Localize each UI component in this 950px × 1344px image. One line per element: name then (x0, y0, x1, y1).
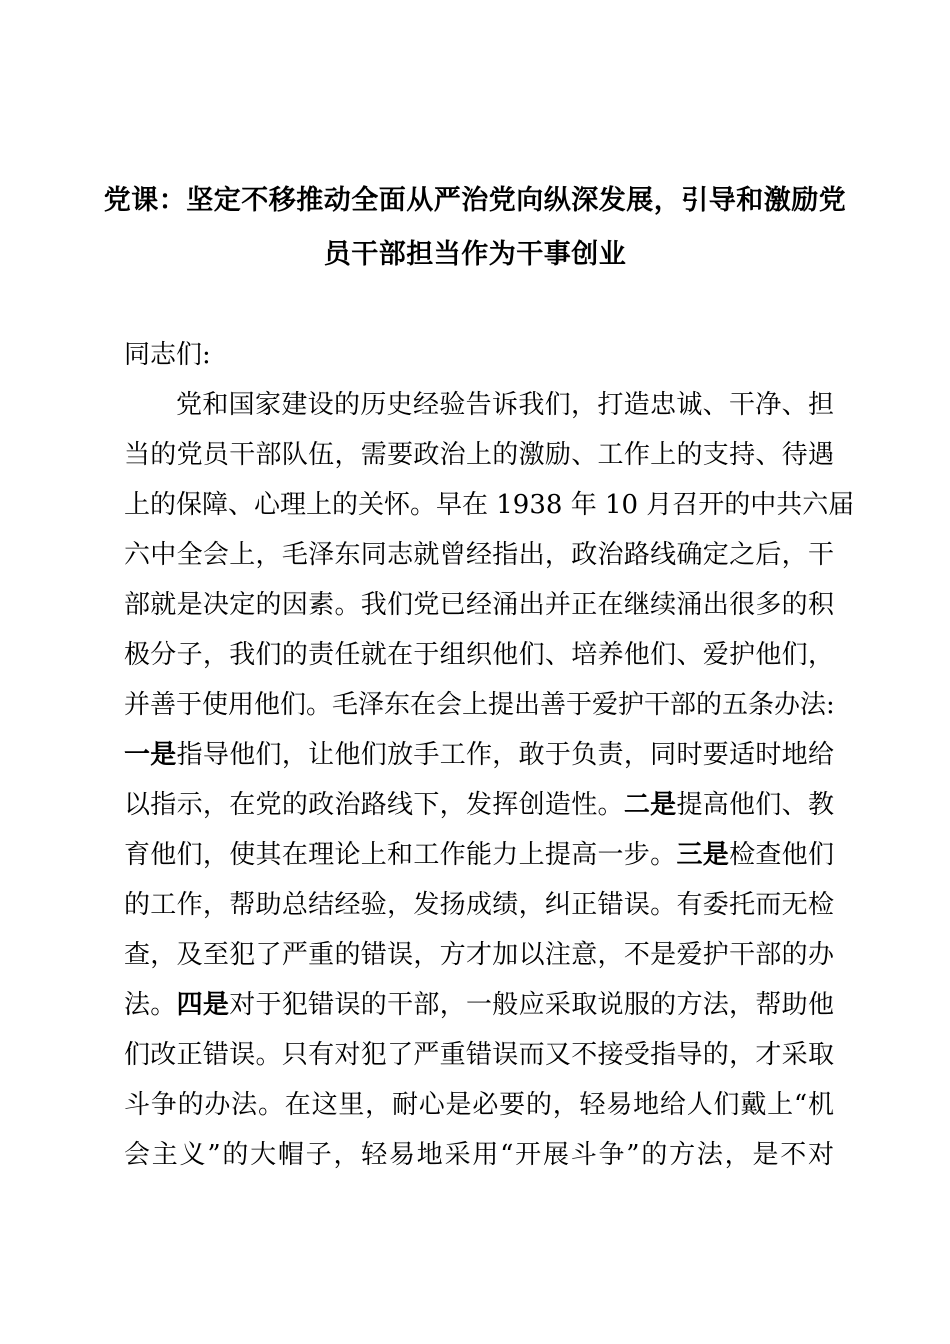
line-text: 并善于使用他们。毛泽东在会上提出善于爱护干部的五条办法: (124, 690, 835, 720)
paragraph-line (124, 580, 834, 630)
paragraph-line (124, 680, 834, 730)
salutation: 同志们: (124, 340, 211, 370)
line-text: 党和国家建设的历史经验告诉我们，打造忠诚、干净、担 (176, 390, 834, 420)
line-text: 提高他们、教 (676, 790, 834, 820)
line-text: 会主义”的大帽子，轻易地采用“开展斗争”的方法，是不对 (124, 1140, 834, 1170)
paragraph-line (124, 480, 855, 530)
paragraph-line (124, 1080, 834, 1130)
paragraph-line (124, 830, 834, 880)
paragraph-line (124, 980, 834, 1030)
paragraph-line (124, 430, 834, 480)
title-line-2: 员干部担当作为干事创业 (323, 239, 627, 270)
paragraph-line (124, 880, 834, 930)
point-marker: 二是 (623, 790, 677, 820)
line-text: 上的保障、心理上的关怀。早在 1938 年 10 月召开的中共六届 (124, 490, 855, 520)
paragraph-line (124, 730, 834, 780)
paragraph-line (124, 630, 834, 680)
title-line-1: 党课：坚定不移推动全面从严治党向纵深发展，引导和激励党 (103, 185, 847, 216)
point-marker: 四是 (176, 990, 230, 1020)
line-text: 极分子，我们的责任就在于组织他们、培养他们、爱护他们， (124, 640, 834, 670)
line-text: 对于犯错误的干部，一般应采取说服的方法，帮助他 (229, 990, 834, 1020)
line-text: 法。 (124, 990, 177, 1020)
paragraph-line (124, 780, 834, 830)
paragraph-line (124, 530, 834, 580)
paragraph-line (124, 1030, 834, 1080)
line-text: 部就是决定的因素。我们党已经涌出并正在继续涌出很多的积 (124, 590, 834, 620)
body-paragraph (124, 380, 855, 1180)
document-title (100, 174, 850, 282)
line-text: 的工作，帮助总结经验，发扬成绩，纠正错误。有委托而无检 (124, 890, 834, 920)
line-text: 育他们，使其在理论上和工作能力上提高一步。 (124, 840, 677, 870)
paragraph-line (124, 930, 834, 980)
point-marker: 三是 (676, 840, 730, 870)
line-text: 当的党员干部队伍，需要政治上的激励、工作上的支持、待遇 (124, 440, 834, 470)
line-text: 查，及至犯了严重的错误，方才加以注意，不是爱护干部的办 (124, 940, 834, 970)
line-text: 指导他们，让他们放手工作，敢于负责，同时要适时地给 (176, 740, 834, 770)
point-marker: 一是 (124, 740, 177, 770)
line-text: 斗争的办法。在这里，耐心是必要的，轻易地给人们戴上“机 (124, 1090, 834, 1120)
line-text: 以指示，在党的政治路线下，发挥创造性。 (124, 790, 624, 820)
line-text: 检查他们 (729, 840, 834, 870)
line-text: 们改正错误。只有对犯了严重错误而又不接受指导的，才采取 (124, 1040, 834, 1070)
line-text: 六中全会上，毛泽东同志就曾经指出，政治路线确定之后，干 (124, 540, 834, 570)
paragraph-line (124, 380, 834, 430)
paragraph-line (124, 1130, 834, 1180)
